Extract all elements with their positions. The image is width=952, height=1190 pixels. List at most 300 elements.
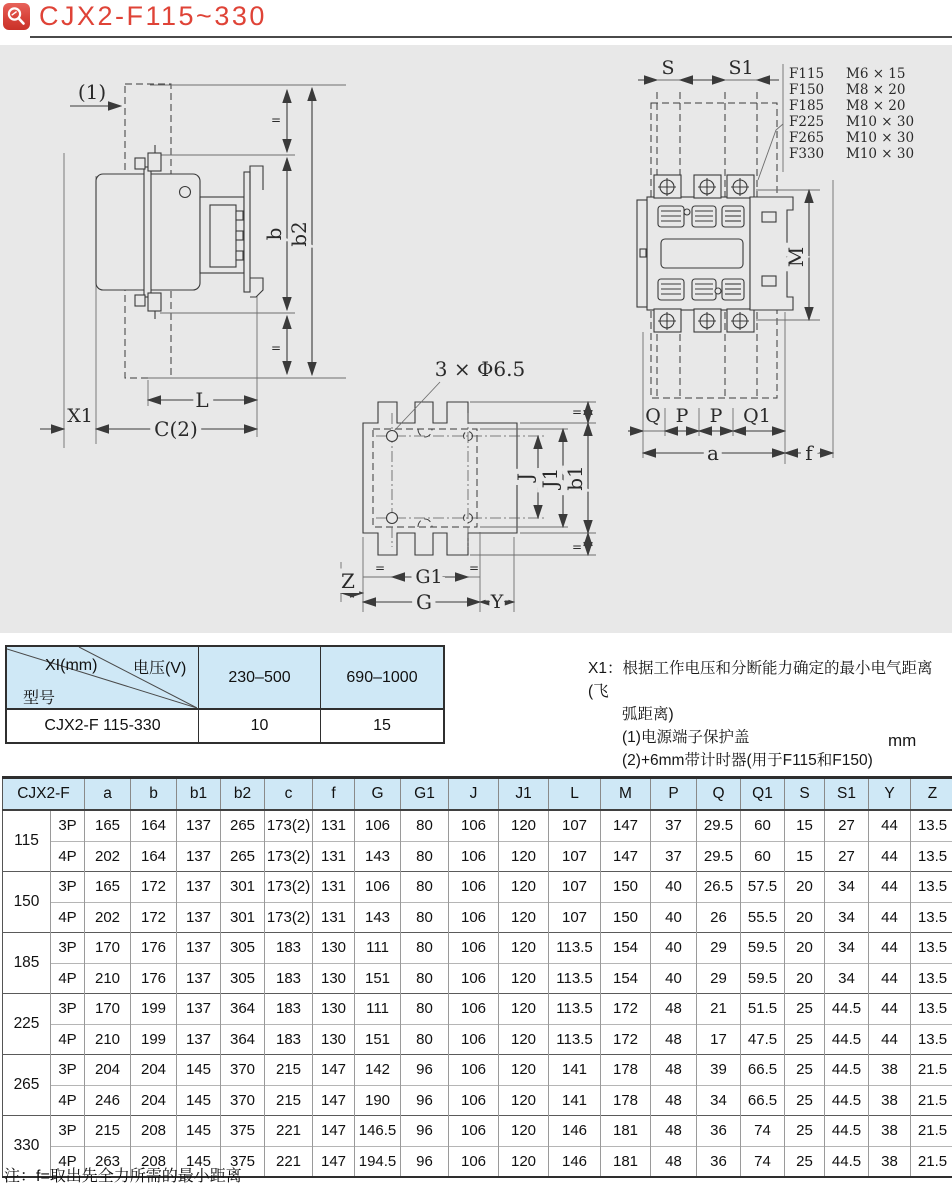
bolt-size: M8 × 20 [846, 98, 906, 114]
technical-drawings [0, 45, 952, 633]
value-cell: 151 [355, 963, 401, 994]
bolt-model: F185 [789, 98, 825, 114]
bolt-size: M8 × 20 [846, 82, 906, 98]
value-cell: 15 [785, 810, 825, 841]
poles-cell: 4P [51, 1024, 85, 1055]
value-cell: 59.5 [741, 933, 785, 964]
value-cell: 25 [785, 1146, 825, 1177]
value-cell: 147 [313, 1055, 355, 1086]
poles-cell: 4P [51, 1085, 85, 1116]
value-cell: 21.5 [911, 1055, 952, 1086]
table-row [3, 1085, 952, 1116]
dim-label-C2: C(2) [154, 417, 198, 441]
model-cell: 225 [3, 994, 51, 1055]
value-cell: 172 [131, 872, 177, 903]
value-cell: 80 [401, 841, 449, 872]
value-cell: 208 [131, 1116, 177, 1147]
note-line: (1)电源端子保护盖 [622, 729, 750, 746]
value-cell: 181 [601, 1146, 651, 1177]
value-cell: 106 [449, 1146, 499, 1177]
unit-label: mm [888, 731, 917, 750]
value-cell: 131 [313, 841, 355, 872]
value-cell: 120 [499, 963, 549, 994]
value-cell: 210 [85, 1024, 131, 1055]
value-cell: 130 [313, 933, 355, 964]
value-cell: 34 [697, 1085, 741, 1116]
voltage-col-header: 230–500 [199, 647, 321, 710]
col-header: Q [697, 778, 741, 811]
value-cell: 44.5 [825, 1024, 869, 1055]
poles-cell: 3P [51, 994, 85, 1025]
value-cell: 51.5 [741, 994, 785, 1025]
dim-label-f: f [805, 441, 813, 465]
value-cell: 301 [221, 872, 265, 903]
note-line: 弧距离) [622, 706, 674, 723]
equal-mark: = [270, 341, 282, 355]
value-cell: 120 [499, 1085, 549, 1116]
value-cell: 44 [869, 902, 911, 933]
value-cell: 141 [549, 1085, 601, 1116]
equal-mark: = [270, 113, 282, 127]
value-cell: 131 [313, 902, 355, 933]
dim-label-J: J [513, 472, 537, 482]
col-header: b [131, 778, 177, 811]
value-cell: 60 [741, 841, 785, 872]
dim-table-header-row [3, 778, 952, 811]
poles-cell: 4P [51, 841, 85, 872]
value-cell: 111 [355, 994, 401, 1025]
value-cell: 106 [449, 963, 499, 994]
value-cell: 137 [177, 810, 221, 841]
x1-notes [588, 657, 952, 772]
value-cell: 44 [869, 810, 911, 841]
value-cell: 172 [601, 1024, 651, 1055]
value-cell: 263 [85, 1146, 131, 1177]
value-cell: 107 [549, 810, 601, 841]
value-cell: 145 [177, 1085, 221, 1116]
value-cell: 210 [85, 963, 131, 994]
value-cell: 26.5 [697, 872, 741, 903]
value-cell: 34 [825, 933, 869, 964]
col-header: S [785, 778, 825, 811]
value-cell: 147 [313, 1116, 355, 1147]
value-cell: 48 [651, 1055, 697, 1086]
bolt-model: F115 [789, 66, 825, 82]
value-cell: 215 [265, 1085, 313, 1116]
value-cell: 143 [355, 841, 401, 872]
value-cell: 170 [85, 994, 131, 1025]
value-cell: 29 [697, 933, 741, 964]
value-cell: 106 [449, 933, 499, 964]
value-cell: 202 [85, 841, 131, 872]
equal-mark: = [374, 561, 386, 575]
value-cell: 13.5 [911, 963, 952, 994]
col-header: G1 [401, 778, 449, 811]
bolt-size: M10 × 30 [846, 146, 915, 162]
value-cell: 80 [401, 963, 449, 994]
col-header: J [449, 778, 499, 811]
value-cell: 194.5 [355, 1146, 401, 1177]
dim-label-Q: Q [645, 405, 661, 427]
value-cell: 59.5 [741, 963, 785, 994]
value-cell: 147 [601, 810, 651, 841]
col-header: c [265, 778, 313, 811]
value-cell: 106 [355, 872, 401, 903]
value-cell: 137 [177, 994, 221, 1025]
value-cell: 375 [221, 1146, 265, 1177]
dim-label-Z: Z [341, 569, 355, 593]
value-cell: 120 [499, 1024, 549, 1055]
value-cell: 137 [177, 963, 221, 994]
value-cell: 38 [869, 1116, 911, 1147]
value-cell: 173(2) [265, 872, 313, 903]
value-cell: 301 [221, 902, 265, 933]
value-cell: 37 [651, 841, 697, 872]
value-cell: 145 [177, 1146, 221, 1177]
table-row [3, 810, 952, 841]
col-header: b1 [177, 778, 221, 811]
table-row [3, 1055, 952, 1086]
value-cell: 34 [825, 902, 869, 933]
value-cell: 66.5 [741, 1055, 785, 1086]
value-cell: 183 [265, 1024, 313, 1055]
value-cell: 38 [869, 1085, 911, 1116]
poles-cell: 3P [51, 933, 85, 964]
value-cell: 120 [499, 810, 549, 841]
col-header: Q1 [741, 778, 785, 811]
value-cell: 120 [499, 872, 549, 903]
value-cell: 164 [131, 841, 177, 872]
value-cell: 29.5 [697, 841, 741, 872]
value-cell: 120 [499, 933, 549, 964]
value-cell: 34 [825, 872, 869, 903]
model-cell: 150 [3, 872, 51, 933]
value-cell: 96 [401, 1116, 449, 1147]
value-cell: 40 [651, 963, 697, 994]
value-cell: 221 [265, 1146, 313, 1177]
value-cell: 202 [85, 902, 131, 933]
value-cell: 21.5 [911, 1146, 952, 1177]
poles-cell: 3P [51, 1116, 85, 1147]
value-cell: 106 [449, 994, 499, 1025]
value-cell: 29.5 [697, 810, 741, 841]
value-cell: 13.5 [911, 933, 952, 964]
model-cell: 185 [3, 933, 51, 994]
value-cell: 17 [697, 1024, 741, 1055]
voltage-row-value: 15 [321, 710, 443, 742]
value-cell: 106 [449, 1024, 499, 1055]
col-header: P [651, 778, 697, 811]
value-cell: 154 [601, 963, 651, 994]
col-header: J1 [499, 778, 549, 811]
value-cell: 44.5 [825, 1055, 869, 1086]
value-cell: 113.5 [549, 994, 601, 1025]
value-cell: 176 [131, 933, 177, 964]
dim-label-X1: X1 [67, 405, 93, 427]
col-header: M [601, 778, 651, 811]
col-header: f [313, 778, 355, 811]
value-cell: 146 [549, 1146, 601, 1177]
value-cell: 80 [401, 872, 449, 903]
value-cell: 106 [449, 1116, 499, 1147]
dim-label-J1: J1 [538, 467, 562, 489]
voltage-col-header: 690–1000 [321, 647, 443, 710]
col-header: a [85, 778, 131, 811]
bolt-size: M6 × 15 [846, 66, 906, 82]
header-rule [30, 36, 952, 38]
value-cell: 137 [177, 1024, 221, 1055]
value-cell: 96 [401, 1055, 449, 1086]
value-cell: 38 [869, 1146, 911, 1177]
value-cell: 44 [869, 841, 911, 872]
poles-cell: 4P [51, 963, 85, 994]
value-cell: 370 [221, 1055, 265, 1086]
value-cell: 38 [869, 1055, 911, 1086]
equal-mark: = [571, 405, 583, 419]
col-header: G [355, 778, 401, 811]
value-cell: 44.5 [825, 1116, 869, 1147]
value-cell: 173(2) [265, 902, 313, 933]
poles-cell: 4P [51, 1146, 85, 1177]
value-cell: 26 [697, 902, 741, 933]
value-cell: 170 [85, 933, 131, 964]
table-row [3, 1116, 952, 1147]
value-cell: 375 [221, 1116, 265, 1147]
value-cell: 48 [651, 1085, 697, 1116]
value-cell: 15 [785, 841, 825, 872]
value-cell: 13.5 [911, 1024, 952, 1055]
voltage-table-corner-cell [7, 647, 199, 710]
dim-label-b: b [262, 227, 286, 241]
table-row [3, 902, 952, 933]
footer-note: 注：f=取出先全力所需的最小距离 [4, 1168, 242, 1185]
value-cell: 120 [499, 841, 549, 872]
value-cell: 154 [601, 933, 651, 964]
bolt-table [789, 66, 914, 162]
value-cell: 80 [401, 902, 449, 933]
value-cell: 147 [313, 1146, 355, 1177]
value-cell: 13.5 [917, 817, 948, 835]
value-cell: 246 [85, 1085, 131, 1116]
value-cell: 29 [697, 963, 741, 994]
col-header: L [549, 778, 601, 811]
value-cell: 20 [785, 902, 825, 933]
value-cell: 44 [869, 994, 911, 1025]
poles-cell: 3P [51, 810, 85, 841]
value-cell: 113.5 [549, 963, 601, 994]
voltage-row-model: CJX2-F 115-330 [7, 710, 199, 742]
value-cell: 165 [85, 810, 131, 841]
value-cell: 183 [265, 994, 313, 1025]
value-cell: 40 [651, 902, 697, 933]
table-row [3, 841, 952, 872]
value-cell: 199 [131, 994, 177, 1025]
value-cell: 145 [177, 1055, 221, 1086]
value-cell: 130 [313, 1024, 355, 1055]
value-cell: 150 [601, 902, 651, 933]
value-cell: 48 [651, 1116, 697, 1147]
value-cell: 20 [785, 933, 825, 964]
value-cell: 80 [401, 810, 449, 841]
value-cell: 44 [869, 933, 911, 964]
value-cell: 173(2) [265, 810, 313, 841]
value-cell: 13.5 [911, 902, 952, 933]
value-cell: 120 [499, 902, 549, 933]
value-cell: 204 [85, 1055, 131, 1086]
value-cell: 265 [221, 810, 265, 841]
value-cell: 25 [785, 1116, 825, 1147]
value-cell: 137 [177, 902, 221, 933]
value-cell: 142 [355, 1055, 401, 1086]
value-cell: 107 [549, 902, 601, 933]
value-cell: 178 [601, 1085, 651, 1116]
bolt-model: F330 [789, 146, 825, 162]
value-cell: 36 [697, 1116, 741, 1147]
value-cell: 107 [549, 841, 601, 872]
value-cell: 48 [651, 1024, 697, 1055]
value-cell: 305 [221, 933, 265, 964]
value-cell: 48 [651, 1146, 697, 1177]
value-cell: 106 [449, 841, 499, 872]
dim-label-Y: Y [490, 591, 504, 613]
value-cell: 120 [499, 994, 549, 1025]
value-cell: 120 [499, 1055, 549, 1086]
value-cell: 27 [825, 810, 869, 841]
value-cell: 172 [131, 902, 177, 933]
value-cell: 80 [401, 994, 449, 1025]
dim-label-S1: S1 [728, 57, 754, 79]
value-cell: 130 [313, 994, 355, 1025]
dim-label-P: P [675, 405, 689, 427]
value-cell: 265 [221, 841, 265, 872]
value-cell: 47.5 [741, 1024, 785, 1055]
value-cell: 120 [499, 1146, 549, 1177]
col-header: Z [911, 778, 952, 811]
value-cell: 106 [449, 1055, 499, 1086]
value-cell: 150 [601, 872, 651, 903]
value-cell: 34 [825, 963, 869, 994]
value-cell: 37 [651, 810, 697, 841]
value-cell: 190 [355, 1085, 401, 1116]
bolt-model: F150 [789, 82, 825, 98]
value-cell: 13.5 [911, 841, 952, 872]
value-cell: 146.5 [355, 1116, 401, 1147]
value-cell: 74 [741, 1116, 785, 1147]
value-cell: 181 [601, 1116, 651, 1147]
value-cell: 113.5 [549, 1024, 601, 1055]
value-cell: 137 [177, 933, 221, 964]
value-cell: 146 [549, 1116, 601, 1147]
model-cell: 265 [3, 1055, 51, 1116]
model-cell: 330 [3, 1116, 51, 1178]
dimension-table [2, 776, 952, 1178]
value-cell: 173(2) [265, 841, 313, 872]
value-cell: 96 [401, 1085, 449, 1116]
value-cell: 80 [401, 933, 449, 964]
value-cell: 21 [697, 994, 741, 1025]
dim-label-M: M [784, 246, 808, 268]
value-cell: 21.5 [911, 1116, 952, 1147]
table-row [3, 994, 952, 1025]
bolt-size: M10 × 30 [846, 130, 915, 146]
dim-label-P: P [709, 405, 723, 427]
value-cell: 137 [177, 841, 221, 872]
value-cell: 120 [499, 1116, 549, 1147]
magnifier-icon [3, 3, 30, 30]
poles-cell: 3P [51, 872, 85, 903]
value-cell: 364 [221, 1024, 265, 1055]
model-cell: 115 [3, 810, 51, 872]
value-cell: 107 [549, 872, 601, 903]
dim-label-G1: G1 [415, 566, 443, 588]
value-cell: 25 [785, 994, 825, 1025]
value-cell: 199 [131, 1024, 177, 1055]
poles-cell: 4P [51, 902, 85, 933]
value-cell: 113.5 [549, 933, 601, 964]
callout-1: (1) [77, 80, 107, 104]
value-cell: 25 [785, 1055, 825, 1086]
value-cell: 74 [741, 1146, 785, 1177]
value-cell: 172 [601, 994, 651, 1025]
value-cell: 44 [869, 872, 911, 903]
value-cell: 27 [825, 841, 869, 872]
dim-label-Q1: Q1 [743, 405, 771, 427]
value-cell: 131 [313, 872, 355, 903]
value-cell: 145 [177, 1116, 221, 1147]
col-header: b2 [221, 778, 265, 811]
dim-label-G: G [416, 590, 432, 614]
value-cell: 25 [785, 1024, 825, 1055]
value-cell: 164 [131, 810, 177, 841]
equal-mark: = [571, 540, 583, 554]
col-header: S1 [825, 778, 869, 811]
value-cell: 176 [131, 963, 177, 994]
value-cell: 60 [741, 810, 785, 841]
corner-label-xi: XI(mm) [45, 657, 98, 674]
value-cell: 96 [401, 1146, 449, 1177]
value-cell: 137 [177, 872, 221, 903]
note-line: (2)+6mm带计时器(用于F115和F150) [622, 752, 873, 769]
value-cell: 106 [449, 1085, 499, 1116]
value-cell: 106 [449, 872, 499, 903]
value-cell: 147 [601, 841, 651, 872]
value-cell: 48 [651, 994, 697, 1025]
table-row [3, 1024, 952, 1055]
value-cell: 21.5 [911, 1085, 952, 1116]
value-cell: 204 [131, 1085, 177, 1116]
value-cell: 44 [869, 1024, 911, 1055]
value-cell: 80 [401, 1024, 449, 1055]
value-cell: 204 [131, 1055, 177, 1086]
value-cell: 370 [221, 1085, 265, 1116]
value-cell: 106 [355, 810, 401, 841]
equal-mark: = [468, 561, 480, 575]
value-cell: 130 [313, 963, 355, 994]
value-cell: 13.5 [911, 872, 952, 903]
doc-header [0, 0, 952, 45]
value-cell: 44.5 [825, 994, 869, 1025]
value-cell: 215 [85, 1116, 131, 1147]
voltage-table [5, 645, 445, 744]
dim-label-b2: b2 [287, 221, 311, 247]
poles-cell: 3P [51, 1055, 85, 1086]
voltage-row-value: 10 [199, 710, 321, 742]
value-cell: 305 [221, 963, 265, 994]
value-cell: 44.5 [825, 1146, 869, 1177]
value-cell: 25 [785, 1085, 825, 1116]
col-header: CJX2-F [3, 778, 85, 811]
value-cell: 143 [355, 902, 401, 933]
